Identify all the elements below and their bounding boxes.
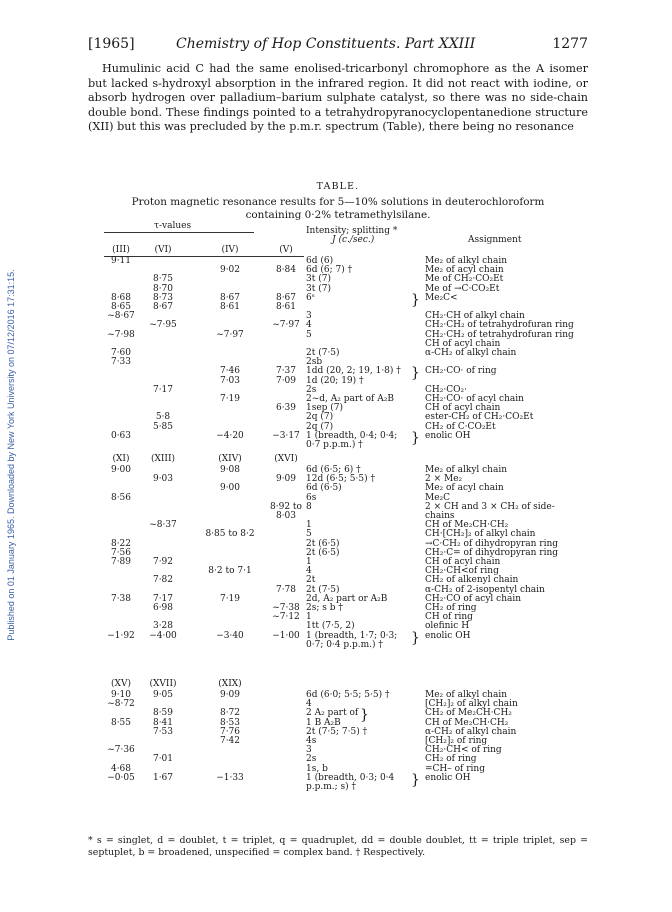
assignment: 2 × Me₂ <box>425 474 463 485</box>
tau-c: 7·42 <box>219 736 241 746</box>
intensity-splitting: 1 <box>306 557 312 567</box>
assignment: ester-CH₂ of CH₂·CO₂Et <box>425 412 534 423</box>
assignment: enolic OH <box>425 630 471 641</box>
tau-b: 7·17 <box>152 593 174 604</box>
tau-a: 8·65 <box>110 302 132 312</box>
tau-b: 5·8 <box>155 412 171 423</box>
assignment: α-CH₂ of alkyl chain <box>425 726 517 737</box>
caption-line-1: Proton magnetic resonance results for 5—10% solutions in deuterochloroform <box>131 196 545 208</box>
intensity-splitting: 3 <box>306 745 312 756</box>
assignment: →C·CH₂ of dihydropyran ring <box>425 538 559 549</box>
tau-a: −0·05 <box>107 772 135 783</box>
grouping-brace: } <box>411 365 420 382</box>
tau-c: 7·19 <box>219 593 241 604</box>
intensity-splitting: 1 (breadth, 0·3; 0·4 <box>306 772 395 783</box>
assignment: Me of →C·CO₂Et <box>425 283 500 294</box>
tau-c: −4·20 <box>216 430 244 441</box>
assignment: CH of acyl chain <box>425 557 501 567</box>
sidebar-text: Published on 01 January 1965. Downloaded by New York University on 07/12/2016 17:31:15. <box>6 269 16 641</box>
tau-b: 7·17 <box>152 384 174 395</box>
intensity-splitting: 2t <box>306 575 316 586</box>
tau-b: 6·98 <box>152 603 174 613</box>
grouping-brace: } <box>360 707 369 724</box>
header-page-number: 1277 <box>552 36 588 52</box>
intensity-splitting: 2t (7·5) <box>306 584 340 595</box>
intensity-splitting: 1 (breadth, 0·4; 0·4; <box>306 430 398 441</box>
tau-a: 4·68 <box>110 763 132 774</box>
intensity-splitting: 2sb <box>306 357 323 368</box>
assignment: CH of acyl chain <box>425 338 501 349</box>
intensity-splitting: 6s <box>306 492 317 503</box>
tau-c: ~7·97 <box>216 329 244 340</box>
tau-b: 7·82 <box>152 575 174 586</box>
intensity-splitting: 6d (6·5) <box>306 483 342 494</box>
grouping-brace: } <box>411 429 420 446</box>
intensity-splitting: 2q (7) <box>306 421 334 432</box>
compound-header: (XIX) <box>218 679 242 689</box>
tau-a: 7·56 <box>110 547 132 558</box>
assignment: CH₂·CO· of acyl chain <box>425 394 524 404</box>
assignment: Me₂ of alkyl chain <box>425 690 508 700</box>
intensity-splitting: 2s <box>306 384 317 395</box>
tau-d: 8·84 <box>275 265 297 276</box>
assignment: Me₂ of acyl chain <box>425 265 504 276</box>
assignment: CH₂·CO of acyl chain <box>425 593 522 604</box>
publication-sidebar <box>4 150 18 760</box>
compound-header: (VI) <box>154 245 172 255</box>
intensity-splitting: 2t (6·5) <box>306 538 340 549</box>
tau-b: ~8·37 <box>149 520 177 531</box>
tau-a: 7·89 <box>110 557 132 567</box>
intensity-splitting: 2s <box>306 754 317 765</box>
tau-c: 8·53 <box>219 717 241 728</box>
intensity-splitting: 6d (6; 7) † <box>306 265 353 276</box>
assignment: CH₂ of C·CO₂Et <box>425 421 496 432</box>
intensity-splitting: 2s; s b † <box>306 603 343 613</box>
assignment: CH₂·CH of alkyl chain <box>425 311 525 322</box>
intensity-splitting: 3 <box>306 311 312 322</box>
tau-a: ~7·36 <box>107 745 135 756</box>
tau-b: 7·53 <box>152 726 174 737</box>
tau-a: ~8·67 <box>107 311 135 322</box>
intensity-splitting: 6d (6) <box>306 256 334 266</box>
intensity-splitting: 1sep (7) <box>306 403 344 414</box>
assignment: Me₂C< <box>425 292 458 303</box>
tau-b: 8·67 <box>152 302 174 312</box>
tau-d: 7·37 <box>275 366 297 377</box>
tau-a: 0·63 <box>110 430 132 441</box>
tau-a: ~8·72 <box>107 699 135 710</box>
j-header: J (c./sec.) <box>332 235 375 245</box>
assignment: CH₂·CO₂· <box>425 384 467 395</box>
compound-header: (XI) <box>112 454 130 464</box>
assignment: olefinic H <box>425 621 470 632</box>
compound-header: (XVII) <box>149 679 177 689</box>
intensity-splitting: 4 <box>306 699 312 710</box>
intro-paragraph <box>88 62 588 135</box>
intensity-splitting: 6d (6·5; 6) † <box>306 465 361 475</box>
tau-d: 9·09 <box>275 474 297 485</box>
tau-c: 9·02 <box>219 265 241 276</box>
tau-a: 9·00 <box>110 465 132 475</box>
compound-header: (XIII) <box>150 454 176 464</box>
tau-c: 7·03 <box>219 375 241 386</box>
assignment: Me₂ of alkyl chain <box>425 256 508 266</box>
tau-values-header: τ-values <box>154 221 192 231</box>
tau-a: 8·68 <box>110 292 132 303</box>
intensity-splitting: 1 (breadth, 1·7; 0·3; <box>306 630 398 641</box>
compound-header: (V) <box>279 245 293 255</box>
tau-header-rule <box>104 232 254 233</box>
tau-a: 8·22 <box>110 538 132 549</box>
tau-b: 7·92 <box>152 557 174 567</box>
tau-d: ~7·97 <box>272 320 300 331</box>
assignment: CH₂ of ring <box>425 603 477 613</box>
tau-b: 9·05 <box>152 690 174 700</box>
assignment: CH₂ of alkenyl chain <box>425 575 519 586</box>
assignment: CH₂·CH₂ of tetrahydrofuran ring <box>425 320 574 331</box>
compound-header: (IV) <box>221 245 239 255</box>
intensity-splitting: 2t (6·5) <box>306 547 340 558</box>
tau-c: 9·08 <box>219 465 241 475</box>
assignment: CH₂·CO· of ring <box>425 366 497 377</box>
running-header <box>88 36 588 56</box>
intro-text: Humulinic acid C had the same enolised-tricarbonyl chromophore as the A isomer but lacked s-hydroxyl absorption in the infrared region. It did not react with iodine, or absorb hydrogen over palladium–barium sulphate catalyst, so there was no side-chain double bond. These findings pointed to a tetrahydropyranocyclopentanedione structure (XII) but this was precluded by the p.m.r. spectrum (Table), there being no resonance <box>88 62 588 134</box>
intensity-splitting: 2 A₂ part of <box>306 708 359 719</box>
intensity-splitting: 1s, b <box>306 763 328 774</box>
intensity-splitting: 0·7 p.p.m.) † <box>306 440 363 450</box>
tau-c: 7·19 <box>219 394 241 404</box>
tau-d: 8·92 to <box>270 501 302 512</box>
assignment: Me₂ of acyl chain <box>425 483 504 494</box>
assignment: Me of CH₂·CO₂Et <box>425 274 504 285</box>
assignment: CH·[CH₂]₂ of alkyl chain <box>425 529 536 540</box>
intensity-splitting: 1d (20; 19) † <box>306 375 364 386</box>
tau-a: 7·38 <box>110 593 132 604</box>
tau-b: 8·75 <box>152 274 174 285</box>
header-journal-title: Chemistry of Hop Constituents. Part XXIII <box>176 36 476 52</box>
tau-d: 7·78 <box>275 584 297 595</box>
intensity-splitting: 1tt (7·5, 2) <box>306 621 355 632</box>
intensity-splitting: 4s <box>306 736 317 746</box>
tau-a: ~7·98 <box>107 329 135 340</box>
intensity-splitting: 1dd (20, 2; 19, 1·8) † <box>306 366 401 377</box>
assignment-header: Assignment <box>468 235 522 245</box>
intensity-splitting: 2q (7) <box>306 412 334 423</box>
tau-c: 8·72 <box>219 708 241 719</box>
tau-b: ~7·95 <box>149 320 177 331</box>
header-year: [1965] <box>88 36 135 52</box>
table-caption <box>88 196 588 222</box>
compound-header: (XIV) <box>218 454 242 464</box>
tau-b: 8·70 <box>152 283 174 294</box>
tau-b: 3·28 <box>152 621 174 632</box>
intensity-splitting: 6ˢ <box>306 292 315 303</box>
assignment: CH of Me₂CH·CH₂ <box>425 717 509 728</box>
intensity-splitting: 3t (7) <box>306 283 331 294</box>
intensity-splitting: 12d (6·5; 5·5) † <box>306 474 375 485</box>
tau-d: −1·00 <box>272 630 300 641</box>
assignment: CH of ring <box>425 612 473 623</box>
tau-a: 7·33 <box>110 357 132 368</box>
tau-c: 9·09 <box>219 690 241 700</box>
table-footnote: * s = singlet, d = doublet, t = triplet, q = quadruplet, dd = double doublet, tt = triple triplet, sep = septuplet, b = broadened, unspecified = complex band. † Respectively. <box>88 835 588 858</box>
assignment: CH₂·CH₂ of tetrahydrofuran ring <box>425 329 574 340</box>
intensity-splitting: 0·7; 0·4 p.p.m.) † <box>306 639 383 650</box>
tau-d: 8·61 <box>275 302 297 312</box>
tau-b: 1·67 <box>152 772 174 783</box>
assignment: Me₂C <box>425 492 451 503</box>
intensity-header: Intensity; splitting * <box>306 226 398 236</box>
tau-b: 8·59 <box>152 708 174 719</box>
compound-header: (III) <box>112 245 130 255</box>
assignment: CH₂·CH<of ring <box>425 566 499 577</box>
intensity-splitting: 3t (7) <box>306 274 331 285</box>
tau-a: 9·11 <box>110 256 132 266</box>
tau-b: 9·03 <box>152 474 174 485</box>
tau-a: 8·55 <box>110 717 132 728</box>
intensity-splitting: 2t (7·5; 7·5) † <box>306 726 368 737</box>
tau-a: 9·10 <box>110 690 132 700</box>
tau-b: 5·85 <box>152 421 174 432</box>
compound-header: (XVI) <box>274 454 298 464</box>
grouping-brace: } <box>411 771 420 788</box>
assignment: CH of Me₂CH·CH₂ <box>425 520 509 531</box>
caption-line-2: containing 0·2% tetramethylsilane. <box>245 209 431 221</box>
assignment: chains <box>425 511 455 521</box>
assignment: α-CH₂ of alkyl chain <box>425 348 517 358</box>
intensity-splitting: 4 <box>306 566 312 577</box>
intensity-splitting: 1 <box>306 520 312 531</box>
assignment: CH₂ of Me₂CH·CH₂ <box>425 708 512 719</box>
tau-d: 8·67 <box>275 292 297 303</box>
tau-a: 8·56 <box>110 492 132 503</box>
tau-b: −4·00 <box>149 630 177 641</box>
intensity-splitting: 2~d, A₂ part of A₂B <box>306 394 394 404</box>
assignment: α-CH₂ of 2-isopentyl chain <box>425 584 545 595</box>
assignment: CH₂·C= of dihydropyran ring <box>425 547 559 558</box>
intensity-splitting: 2t (7·5) <box>306 348 340 358</box>
compound-header: (XV) <box>111 679 131 689</box>
tau-a: −1·92 <box>107 630 135 641</box>
tau-c: 7·76 <box>219 726 241 737</box>
tau-d: ~7·38 <box>272 603 300 613</box>
tau-d: ~7·12 <box>272 612 300 623</box>
intensity-splitting: 1 <box>306 612 312 623</box>
tau-c: 9·00 <box>219 483 241 494</box>
assignment: CH₂ of ring <box>425 754 477 765</box>
tau-c: 8·61 <box>219 302 241 312</box>
assignment: enolic OH <box>425 430 471 441</box>
tau-d: 8·03 <box>275 511 297 521</box>
assignment: Me₂ of alkyl chain <box>425 465 508 475</box>
tau-b: 7·01 <box>152 754 174 765</box>
grouping-brace: } <box>411 629 420 646</box>
tau-d: −3·17 <box>272 430 300 441</box>
tau-c: −1·33 <box>216 772 244 783</box>
tau-b: 8·73 <box>152 292 174 303</box>
intensity-splitting: 4 <box>306 320 312 331</box>
assignment: CH₂·CH< of ring <box>425 745 502 756</box>
intensity-splitting: p.p.m.; s) † <box>306 782 357 792</box>
assignment: enolic OH <box>425 772 471 783</box>
table-title: TABLE. <box>316 181 360 192</box>
tau-d: 7·09 <box>275 375 297 386</box>
tau-b: 8·41 <box>152 717 174 728</box>
tau-c: 7·46 <box>219 366 241 377</box>
tau-d: 6·39 <box>275 403 297 414</box>
assignment: 2 × CH and 3 × CH₂ of side- <box>425 501 555 512</box>
assignment: CH of acyl chain <box>425 403 501 414</box>
intensity-splitting: 8 <box>306 501 312 512</box>
intensity-splitting: 6d (6·0; 5·5; 5·5) † <box>306 690 390 700</box>
intensity-splitting: 2d, A₂ part or A₂B <box>306 593 388 604</box>
tau-a: 7·60 <box>110 348 132 358</box>
intensity-splitting: 5 <box>306 329 312 340</box>
assignment: [CH₂]₂ of ring <box>425 736 488 746</box>
assignment: =CH– of ring <box>425 763 485 774</box>
tau-c: 8·67 <box>219 292 241 303</box>
tau-c: −3·40 <box>216 630 244 641</box>
assignment: [CH₂]₂ of alkyl chain <box>425 699 518 710</box>
intensity-splitting: 1 B A₂B <box>306 717 341 728</box>
grouping-brace: } <box>411 291 420 308</box>
intensity-splitting: 5 <box>306 529 312 540</box>
tau-c: 8·2 to 7·1 <box>208 566 252 577</box>
tau-c: 8·85 to 8·2 <box>205 529 255 540</box>
